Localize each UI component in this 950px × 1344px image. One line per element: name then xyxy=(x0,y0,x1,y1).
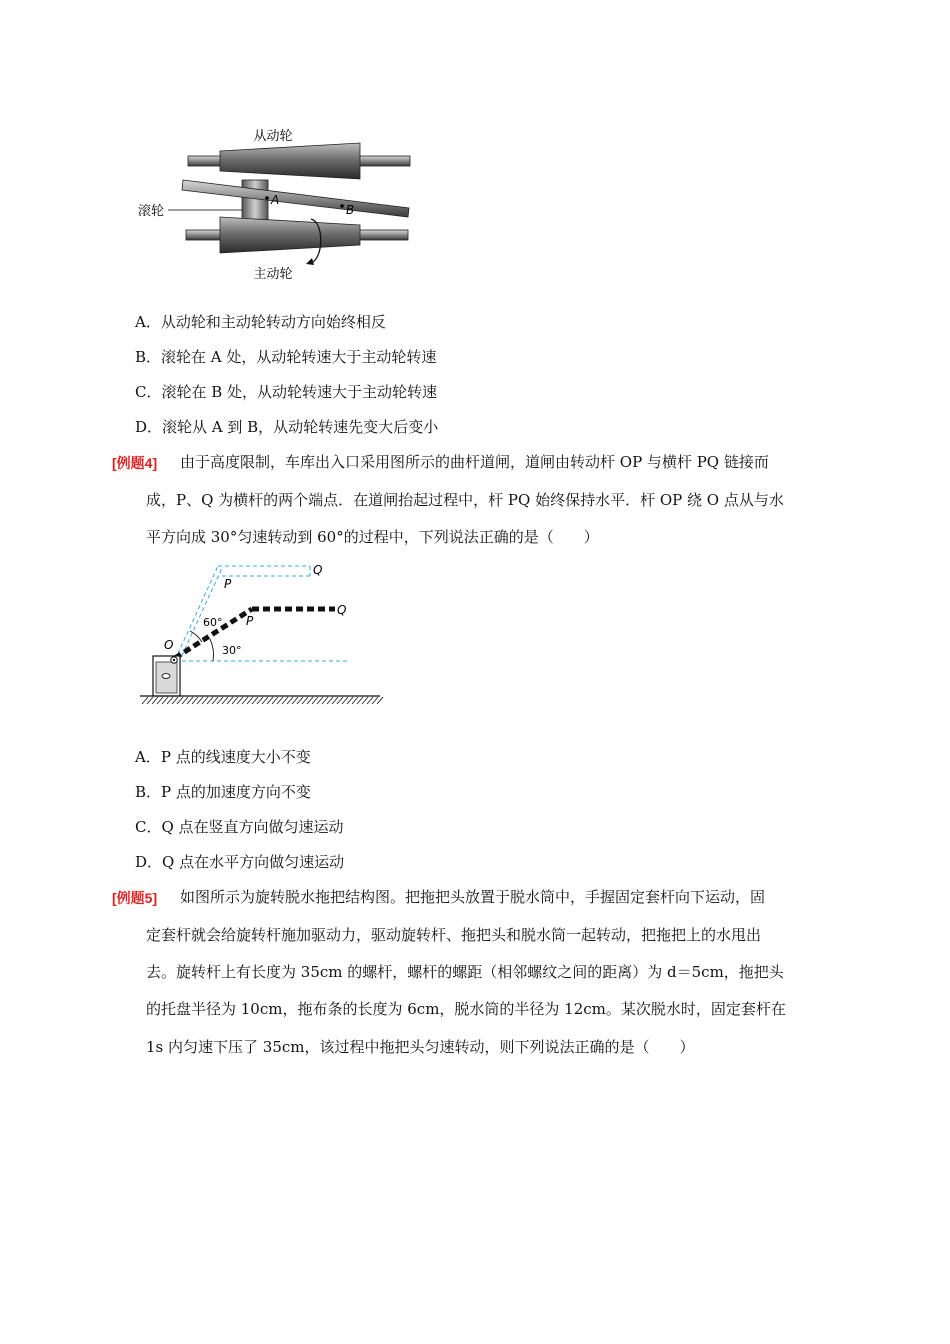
label-angle-60: 60° xyxy=(203,616,223,629)
example4-option-c: C．Q 点在竖直方向做匀速运动 xyxy=(135,818,344,836)
label-b: B xyxy=(346,203,355,217)
pivot-o-center xyxy=(173,659,175,661)
label-driving-wheel: 主动轮 xyxy=(253,267,293,282)
label-q-lower: Q xyxy=(337,603,347,617)
q3-option-a: A．从动轮和主动轮转动方向始终相反 xyxy=(135,313,386,331)
angle-arc-30 xyxy=(210,639,213,661)
example4-line-1: 由于高度限制，车库出入口采用图所示的曲杆道闸，道闸由转动杆 OP 与横杆 PQ 链接而 xyxy=(180,453,769,471)
q3-option-b: B．滚轮在 A 处，从动轮转速大于主动轮转速 xyxy=(135,348,437,366)
example4-option-a: A．P 点的线速度大小不变 xyxy=(135,748,311,766)
example5-line-3: 去。旋转杆上有长度为 35cm 的螺杆，螺杆的螺距（相邻螺纹之间的距离）为 d＝5cm，拖把头 xyxy=(146,963,784,981)
example4-line-2: 成，P、Q 为横杆的两个端点．在道闸抬起过程中，杆 PQ 始终保持水平．杆 OP 绕 O 点从与水 xyxy=(146,491,784,509)
label-angle-30: 30° xyxy=(222,644,242,657)
label-q-upper: Q xyxy=(313,563,323,577)
label-driven-wheel: 从动轮 xyxy=(253,129,293,144)
point-b-dot xyxy=(340,204,344,208)
example4-option-b: B．P 点的加速度方向不变 xyxy=(135,783,311,801)
roller xyxy=(242,180,268,222)
point-a-dot xyxy=(265,196,269,200)
example5-line-4: 的托盘半径为 10cm，拖布条的长度为 6cm，脱水筒的半径为 12cm。某次脱水时，固定套杆在 xyxy=(146,1000,786,1018)
figure-gate-barrier xyxy=(130,558,390,718)
example4-tag: [例题4] xyxy=(112,455,158,471)
label-o: O xyxy=(164,638,174,652)
q3-option-c: C．滚轮在 B 处，从动轮转速大于主动轮转速 xyxy=(135,383,438,401)
label-roller: 滚轮 xyxy=(138,204,165,219)
example4-line-3: 平方向成 30°匀速转动到 60°的过程中，下列说法正确的是（ ） xyxy=(146,528,599,546)
ground-hatching xyxy=(142,697,383,704)
driving-cone xyxy=(220,217,360,253)
label-p-lower: P xyxy=(246,614,254,628)
figure-roller-transmission xyxy=(128,118,428,288)
example5-tag: [例题5] xyxy=(112,890,158,906)
example5-line-5: 1s 内匀速下压了 35cm，该过程中拖把头匀速转动，则下列说法正确的是（ ） xyxy=(146,1038,695,1056)
label-a: A xyxy=(271,193,280,207)
label-p-upper: P xyxy=(224,577,232,591)
example5-line-2: 定套杆就会给旋转杆施加驱动力，驱动旋转杆、拖把头和脱水筒一起转动，把拖把上的水甩出 xyxy=(146,926,762,944)
example4-option-d: D．Q 点在水平方向做匀速运动 xyxy=(135,853,345,871)
driven-cone xyxy=(220,143,360,179)
example5-line-1: 如图所示为旋转脱水拖把结构图。把拖把头放置于脱水筒中，手握固定套杆向下运动，固 xyxy=(180,888,766,906)
op-upper-dashed-b xyxy=(179,568,222,662)
rotation-arrowhead-icon xyxy=(306,258,314,265)
q3-option-d: D．滚轮从 A 到 B，从动轮转速先变大后变小 xyxy=(135,418,439,436)
angle-arc-60 xyxy=(190,631,202,642)
guide-rod xyxy=(182,180,409,217)
base-slot-icon xyxy=(162,674,170,679)
